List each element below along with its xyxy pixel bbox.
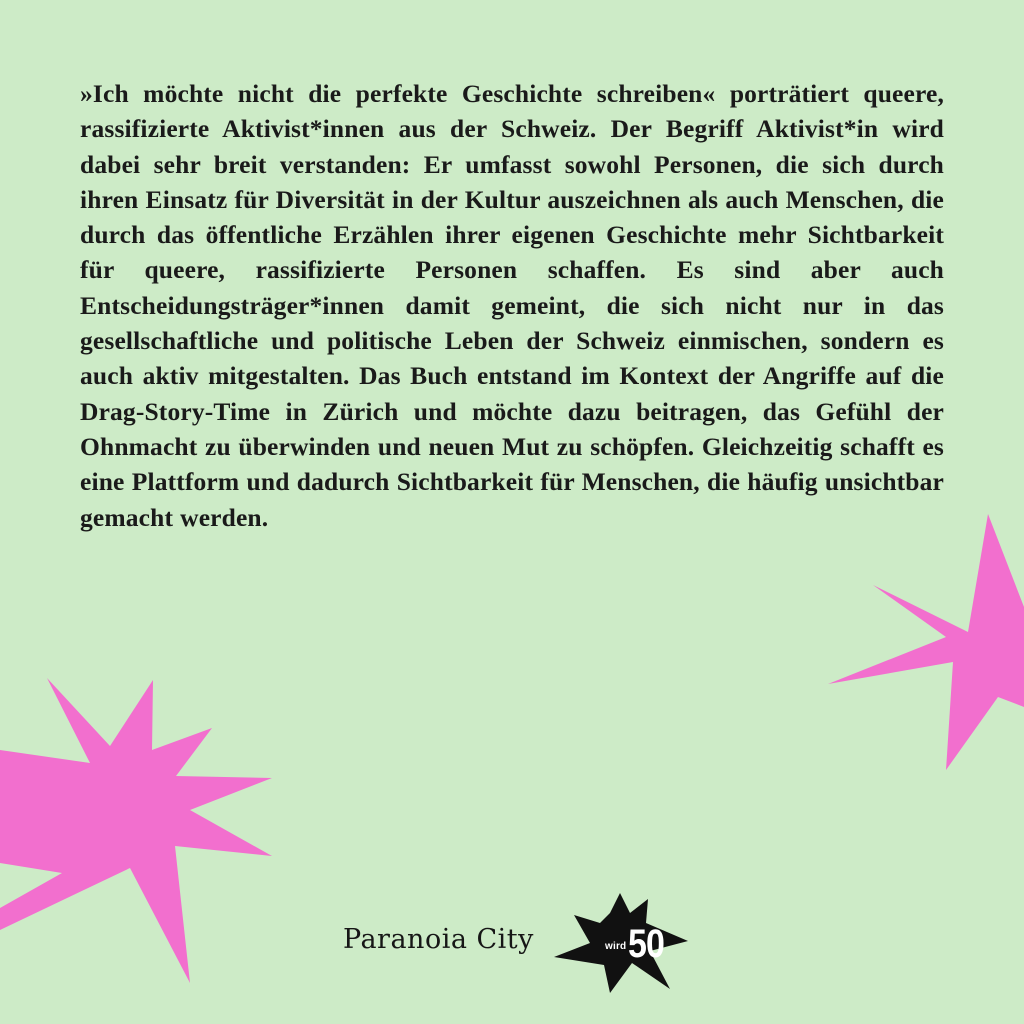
- pink-starburst-left: [0, 678, 275, 983]
- pink-starburst-right: [828, 512, 1024, 772]
- logo-wordmark: Paranoia City: [343, 924, 534, 955]
- paranoia-city-logo: [343, 893, 688, 993]
- badge-number: 50: [628, 922, 665, 966]
- badge-label: wird: [605, 941, 627, 952]
- description-text: »Ich möchte nicht die perfekte Geschichte schreiben« porträtiert queere, rassifizierte Aktivist*innen aus der Schweiz. Der Begriff Aktivist*in wird dabei sehr breit verstanden: Er umfasst sowohl Personen, die sich durch ihren Einsatz für Diversität in der Kultur auszeichnen als auch Menschen, die durch das öffentliche Erzählen ihrer eigenen Geschichte mehr Sichtbarkeit für queere, rassifizierte Personen schaffen. Es sind aber auch Entscheidungsträger*innen damit gemeint, die sich nicht nur in das gesellschaftliche und politische Leben der Schweiz einmischen, sondern es auch aktiv mitgestalten. Das Buch entstand im Kontext der Angriffe auf die Drag-Story-Time in Zürich und möchte dazu beitragen, das Gefühl der Ohnmacht zu überwinden und neuen Mut zu schöpfen. Gleichzeitig schafft es eine Plattform und dadurch Sichtbarkeit für Menschen, die häufig unsichtbar gemacht werden.: [80, 79, 944, 532]
